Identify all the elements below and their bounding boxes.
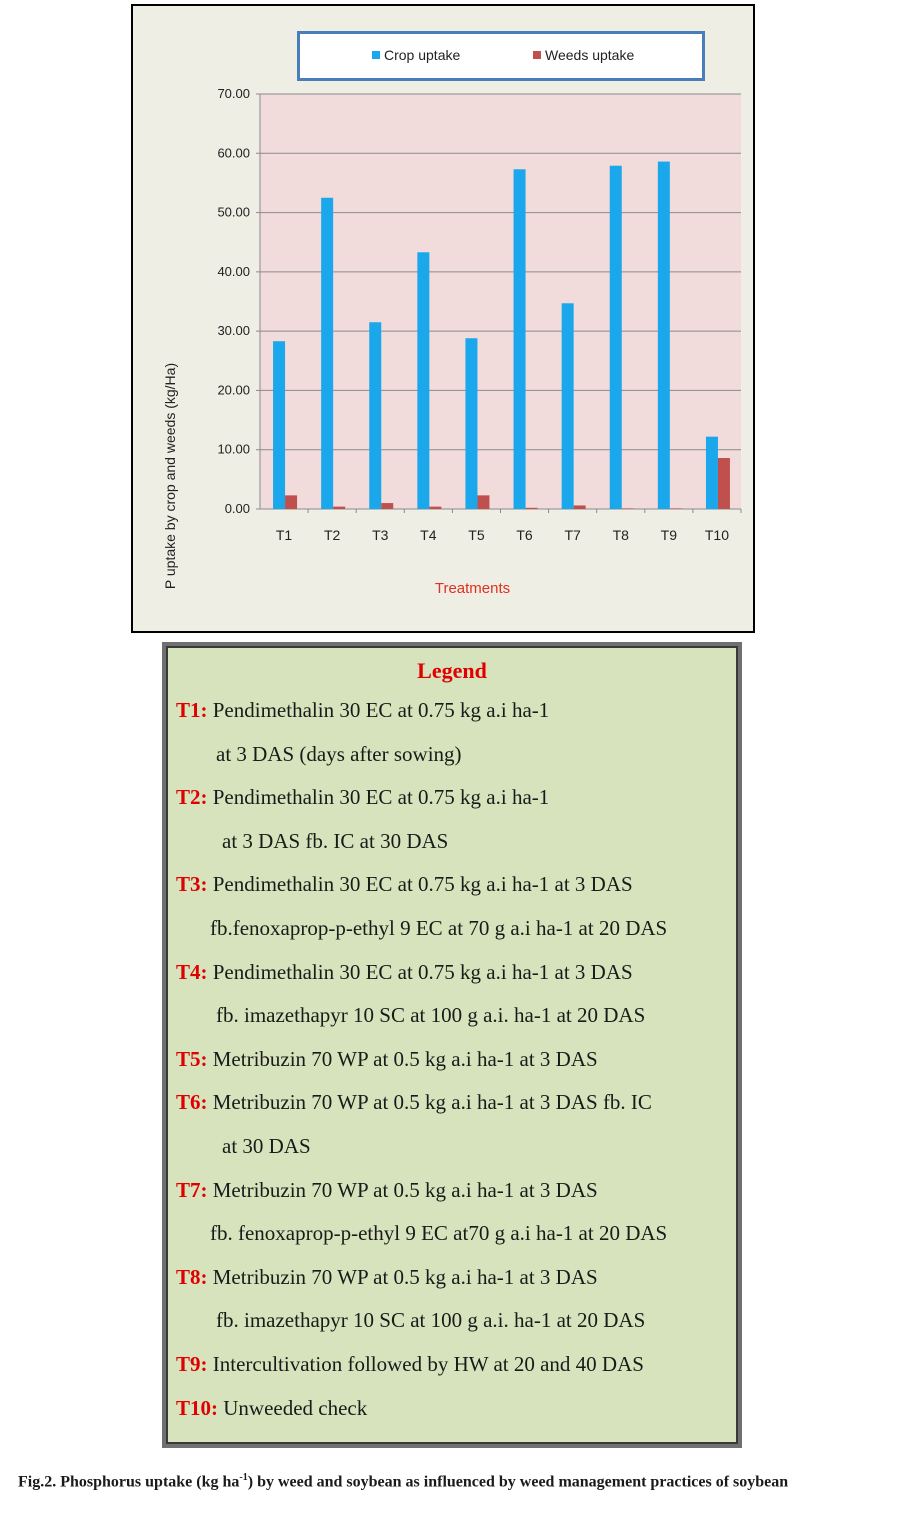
bar-weeds [333, 507, 345, 509]
x-tick-label: T9 [660, 527, 678, 543]
treatment-description: fb. imazethapyr 10 SC at 100 g a.i. ha-1 at 20 DAS [216, 1003, 646, 1028]
legend-line [176, 1178, 598, 1203]
legend-line [176, 1090, 652, 1115]
treatment-legend-inner [166, 646, 738, 1444]
treatment-code: T4: [176, 959, 208, 984]
legend-line [176, 1265, 598, 1290]
treatment-description: fb. imazethapyr 10 SC at 100 g a.i. ha-1 at 20 DAS [216, 1308, 646, 1333]
x-tick-label: T5 [468, 527, 485, 543]
x-tick-label: T1 [275, 527, 293, 543]
bar-chart [133, 6, 753, 631]
bar-weeds [429, 507, 441, 509]
treatment-code: T7: [176, 1177, 208, 1202]
caption-text-b: ) by weed and soybean as influenced by weed management practices of soybean [247, 1473, 789, 1491]
bar-weeds [718, 458, 730, 509]
bar-crop [514, 169, 526, 509]
x-axis-title: Treatments [434, 580, 511, 597]
bar-weeds [622, 508, 634, 509]
bar-weeds [285, 495, 297, 509]
treatment-code: T5: [176, 1046, 208, 1071]
treatment-description: Pendimethalin 30 EC at 0.75 kg a.i ha-1 [207, 698, 550, 722]
x-tick-label: T10 [704, 527, 730, 543]
treatment-code: T8: [176, 1264, 208, 1289]
bar-weeds [670, 508, 682, 509]
bar-weeds [574, 505, 586, 509]
treatment-code: T1: [176, 698, 208, 722]
caption-sup: -1 [239, 1472, 248, 1483]
bar-crop [273, 341, 285, 509]
treatment-description: at 3 DAS (days after sowing) [216, 741, 462, 766]
legend-swatch-crop [372, 51, 380, 59]
legend-line [216, 1308, 645, 1333]
legend-item-crop [372, 47, 460, 63]
legend-line [210, 1221, 667, 1246]
bar-weeds [526, 508, 538, 509]
treatment-description: Unweeded check [218, 1395, 368, 1420]
x-tick-label: T6 [516, 527, 533, 543]
treatment-description: fb.fenoxaprop-p-ethyl 9 EC at 70 g a.i ha-1 at 20 DAS [210, 916, 668, 940]
y-tick-label: 30.00 [217, 323, 250, 339]
chart-container [131, 4, 755, 633]
x-tick-label: T4 [420, 527, 437, 543]
legend-line [176, 698, 549, 723]
legend-line [216, 1003, 645, 1028]
treatment-code: T2: [176, 785, 208, 810]
treatment-description: Intercultivation followed by HW at 20 and 40 DAS [207, 1352, 644, 1376]
legend-line [176, 872, 633, 897]
y-tick-label: 40.00 [217, 263, 250, 279]
y-tick-label: 70.00 [217, 86, 250, 101]
legend-label-weeds: Weeds uptake [545, 47, 635, 63]
y-tick-label: 50.00 [217, 204, 250, 220]
bar-weeds [477, 495, 489, 509]
bar-crop [658, 162, 670, 509]
bar-crop [321, 198, 333, 509]
figure-caption [18, 1472, 788, 1491]
bar-crop [610, 166, 622, 509]
bar-crop [369, 322, 381, 509]
legend-line [176, 960, 633, 985]
bar-weeds [381, 503, 393, 509]
legend-item-weeds [533, 47, 634, 63]
x-tick-label: T8 [612, 527, 629, 543]
bar-crop [465, 338, 477, 509]
legend-line [210, 916, 667, 941]
treatment-code: T6: [176, 1090, 208, 1115]
treatment-description: Metribuzin 70 WP at 0.5 kg a.i ha-1 at 3 DAS [207, 1264, 598, 1289]
treatment-description: Metribuzin 70 WP at 0.5 kg a.i ha-1 at 3 DAS [207, 1046, 598, 1071]
legend-title: Legend [417, 658, 487, 683]
y-tick-label: 0.00 [224, 501, 250, 516]
chart-legend [297, 31, 705, 81]
legend-line [222, 1134, 311, 1159]
x-tick-label: T7 [564, 527, 581, 543]
treatment-description: Pendimethalin 30 EC at 0.75 kg a.i ha-1 at 3 DAS [207, 959, 633, 984]
treatment-description: Metribuzin 70 WP at 0.5 kg a.i ha-1 at 3 DAS fb. IC [207, 1090, 652, 1115]
treatment-code: T3: [176, 872, 208, 897]
treatment-legend-panel [162, 642, 742, 1448]
bar-crop [417, 252, 429, 509]
legend-line [176, 1396, 367, 1421]
y-tick-label: 60.00 [217, 145, 250, 161]
caption-text-a: Fig.2. Phosphorus uptake (kg ha [18, 1473, 240, 1491]
y-tick-label: 20.00 [217, 382, 250, 398]
treatment-description: at 3 DAS fb. IC at 30 DAS [222, 828, 449, 853]
legend-line [216, 742, 462, 767]
legend-line [176, 785, 549, 810]
treatment-description: Metribuzin 70 WP at 0.5 kg a.i ha-1 at 3 DAS [207, 1177, 598, 1202]
treatment-description: at 30 DAS [222, 1134, 311, 1158]
treatment-description: Pendimethalin 30 EC at 0.75 kg a.i ha-1 [207, 785, 550, 810]
y-axis-title: P uptake by crop and weeds (kg/Ha) [162, 362, 178, 590]
legend-line [176, 1047, 598, 1072]
legend-swatch-weeds [533, 51, 541, 59]
treatment-code: T10: [176, 1395, 218, 1420]
y-tick-label: 10.00 [217, 441, 250, 457]
x-tick-label: T3 [372, 527, 389, 543]
bar-crop [562, 303, 574, 509]
legend-label-crop: Crop uptake [384, 47, 461, 63]
x-tick-label: T2 [323, 527, 341, 543]
legend-line [222, 829, 448, 854]
treatment-code: T9: [176, 1352, 208, 1376]
legend-line [176, 1352, 644, 1377]
treatment-description: Pendimethalin 30 EC at 0.75 kg a.i ha-1 at 3 DAS [207, 872, 633, 897]
treatment-description: fb. fenoxaprop-p-ethyl 9 EC at70 g a.i ha-1 at 20 DAS [210, 1221, 668, 1246]
bar-crop [706, 437, 718, 509]
